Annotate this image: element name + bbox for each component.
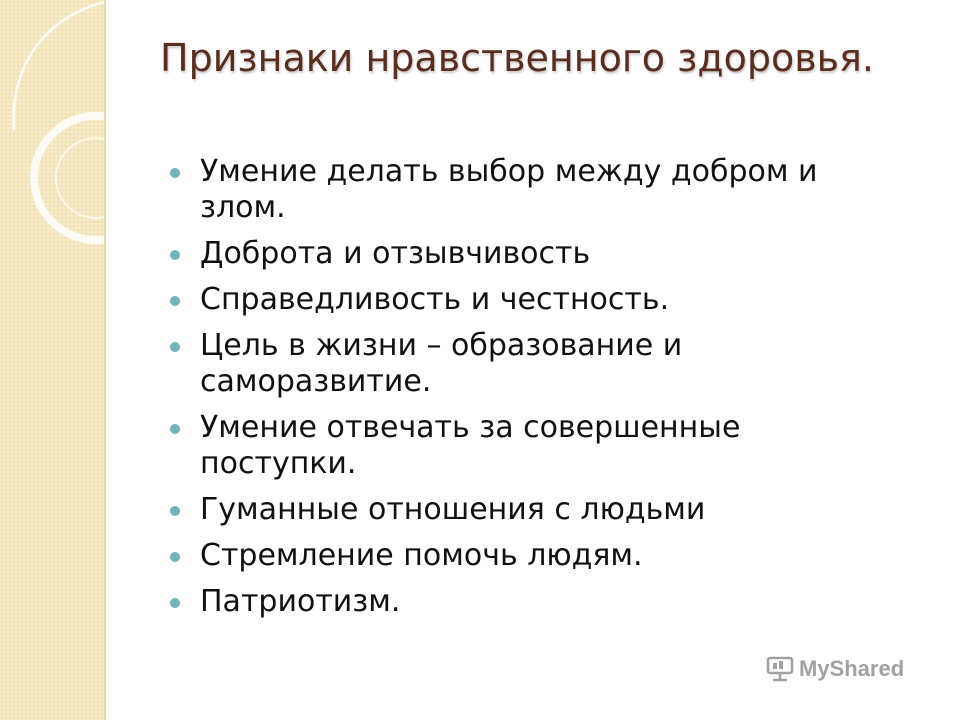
list-item — [170, 154, 900, 226]
list-item — [170, 282, 900, 318]
watermark-text: MyShared — [799, 656, 905, 681]
list-item — [170, 328, 900, 400]
bullet-icon — [170, 598, 180, 608]
band-divider — [104, 0, 106, 720]
list-item-text: Умение отвечать за совершенные поступки. — [200, 410, 741, 481]
list-item — [170, 492, 900, 528]
bullet-icon — [170, 552, 180, 562]
list-item — [170, 538, 900, 574]
myshared-watermark — [766, 656, 904, 682]
list-item-text: Доброта и отзывчивость — [200, 236, 591, 271]
list-item-text: Патриотизм. — [200, 584, 401, 619]
bullet-icon — [170, 506, 180, 516]
decorative-rings — [0, 0, 104, 720]
list-item-text: Справедливость и честность. — [200, 282, 670, 317]
list-item — [170, 410, 900, 482]
bullet-icon — [170, 424, 180, 434]
bullet-list — [170, 154, 900, 630]
bullet-icon — [170, 168, 180, 178]
bullet-icon — [170, 296, 180, 306]
list-item-text: Гуманные отношения с людьми — [200, 492, 706, 527]
slide-title: Признаки нравственного здоровья. — [160, 36, 874, 80]
list-item-text: Цель в жизни – образование и саморазвитие. — [200, 328, 683, 399]
decorative-side-band — [0, 0, 104, 720]
bullet-icon — [170, 250, 180, 260]
list-item-text: Стремление помочь людям. — [200, 538, 643, 573]
presentation-icon — [766, 656, 794, 682]
bullet-icon — [170, 342, 180, 352]
list-item — [170, 584, 900, 620]
list-item — [170, 236, 900, 272]
list-item-text: Умение делать выбор между добром и злом. — [200, 154, 818, 225]
